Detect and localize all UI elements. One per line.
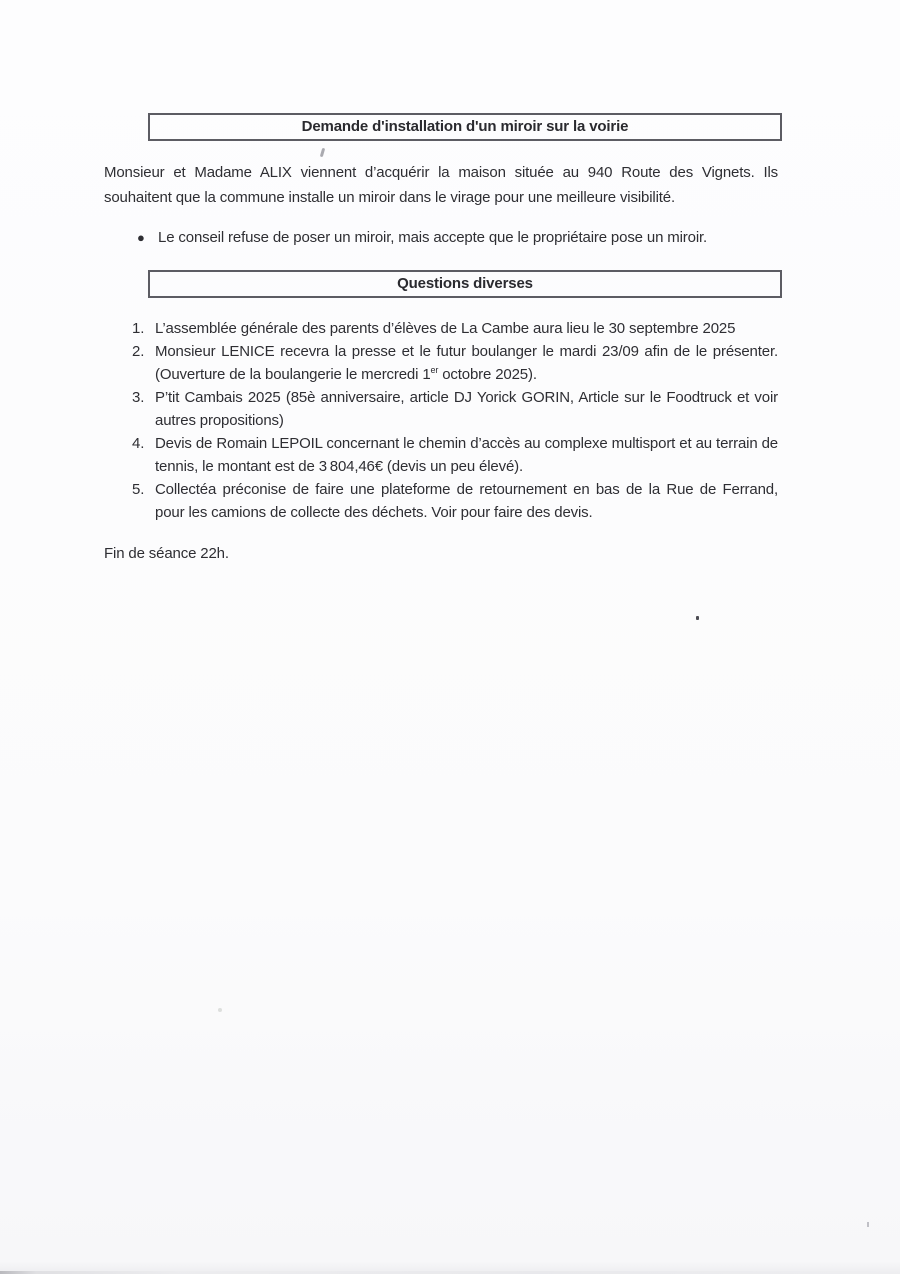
list-item-number: 4. (132, 435, 145, 452)
list-item-text: P’tit Cambais 2025 (85è anniversaire, article DJ Yorick GORIN, Article sur le Foodtruck et voir autres propositions) (155, 389, 778, 429)
list-item (104, 317, 778, 340)
list-item-text: L’assemblée générale des parents d’élèves de La Cambe aura lieu le 30 septembre 2025 (155, 320, 736, 337)
list-item-text-part1: Monsieur LENICE recevra la presse et le futur boulanger le mardi 23/09 afin de le présenter. (Ouverture de la boulangerie le mercredi 1 (155, 343, 778, 383)
ordinal-superscript: er (430, 365, 439, 375)
bullet-item (104, 225, 778, 250)
list-item-text-part2: octobre 2025). (438, 366, 537, 383)
list-item (104, 432, 778, 478)
numbered-list (104, 317, 778, 524)
bullet-marker: ● (137, 230, 145, 245)
scan-speck (696, 616, 699, 620)
list-item-number: 2. (132, 343, 145, 360)
closing-line: Fin de séance 22h. (104, 545, 229, 562)
scan-speck-faint (218, 1008, 222, 1012)
section-header-miroir: Demande d'installation d'un miroir sur la voirie (148, 113, 782, 141)
list-item (104, 386, 778, 432)
scan-speck-edge (867, 1222, 869, 1227)
list-item-number: 3. (132, 389, 145, 406)
document-content (104, 113, 778, 581)
list-item (104, 340, 778, 386)
list-item (104, 478, 778, 524)
list-item-text (155, 340, 778, 386)
paragraph-miroir: Monsieur et Madame ALIX viennent d’acquérir la maison située au 940 Route des Vignets. Ils souhaitent que la commune installe un miroir dans le virage pour une meilleure visibilité. (104, 164, 778, 206)
list-item-text: Devis de Romain LEPOIL concernant le chemin d’accès au complexe multisport et au terrain de tennis, le montant est de 3 804,46€ (devis un peu élevé). (155, 435, 778, 475)
section-header-questions-diverses: Questions diverses (148, 270, 782, 298)
bullet-text: Le conseil refuse de poser un miroir, mais accepte que le propriétaire pose un miroir. (158, 229, 708, 246)
list-item-number: 1. (132, 320, 145, 337)
list-item-text: Collectéa préconise de faire une plateforme de retournement en bas de la Rue de Ferrand, pour les camions de collecte des déchets. Voir pour faire des devis. (155, 481, 778, 521)
list-item-number: 5. (132, 481, 145, 498)
